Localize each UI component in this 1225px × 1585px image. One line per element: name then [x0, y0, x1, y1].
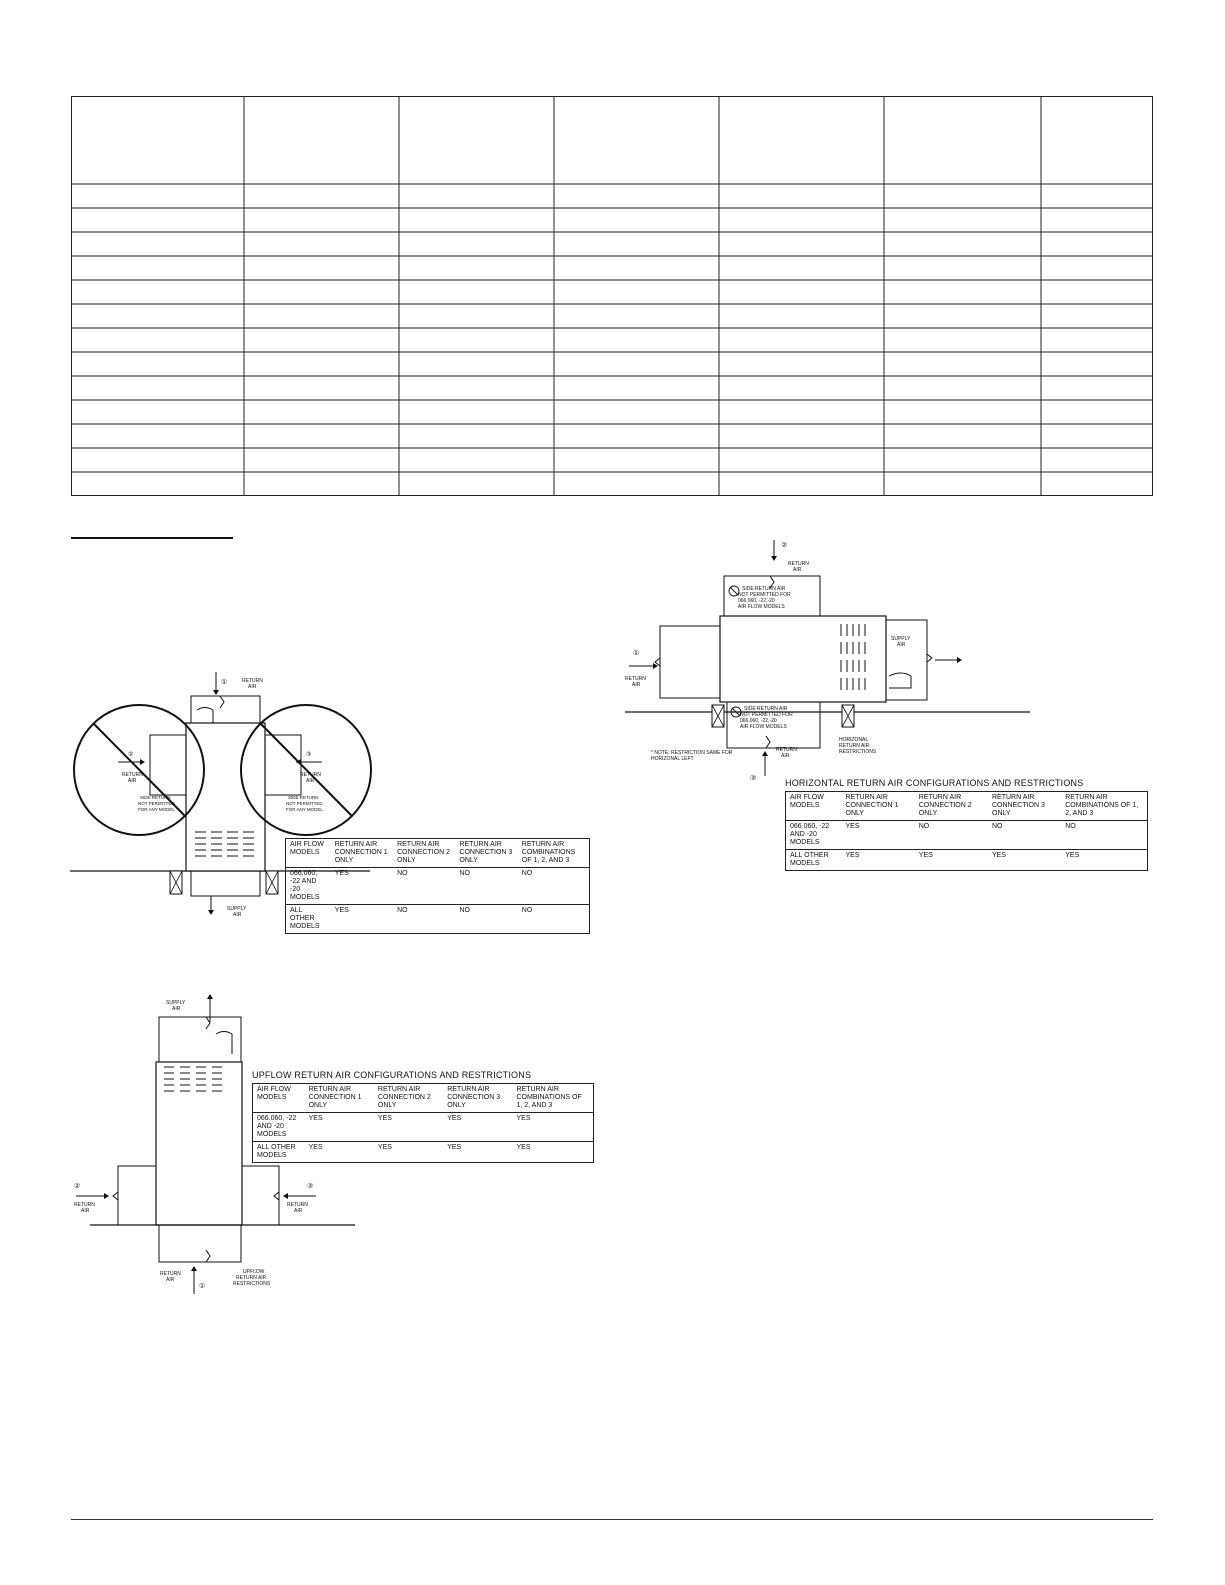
- table-header-row: [286, 839, 589, 868]
- svg-text:066.060, -22,-20: 066.060, -22,-20: [738, 598, 775, 604]
- conn1-marker: ①: [221, 679, 228, 686]
- table-header-cell: RETURN AIR CONNECTION 3 ONLY: [459, 841, 513, 864]
- svg-text:UPFLOW: UPFLOW: [243, 1269, 265, 1275]
- svg-text:AIR: AIR: [166, 1277, 175, 1283]
- table-cell: 066.060, -22 AND -20 MODELS: [253, 1113, 305, 1142]
- table-header-row: [253, 1084, 593, 1113]
- horizontal-diagram: [625, 538, 1045, 788]
- svg-text:AIR: AIR: [781, 753, 790, 759]
- table-cell: YES: [513, 1142, 594, 1163]
- svg-text:RETURN: RETURN: [776, 747, 797, 753]
- table-cell: YES: [331, 905, 393, 934]
- table-cell: ALL OTHER MODELS: [286, 905, 331, 934]
- svg-text:NOT PERMITTED FOR: NOT PERMITTED FOR: [740, 712, 793, 718]
- table-header-cell: AIR FLOW MODELS: [257, 1086, 291, 1101]
- svg-text:SIDE RETURN: SIDE RETURN: [140, 795, 171, 800]
- svg-text:NOT PERMITTED: NOT PERMITTED: [138, 801, 175, 806]
- table-cell: YES: [443, 1142, 512, 1163]
- svg-text:FOR ANY MODEL: FOR ANY MODEL: [286, 807, 323, 812]
- table-cell: NO: [455, 905, 517, 934]
- svg-text:②: ②: [128, 752, 134, 758]
- svg-text:AIR: AIR: [81, 1208, 90, 1214]
- table-cell: YES: [374, 1142, 443, 1163]
- svg-text:RETURN: RETURN: [625, 676, 646, 682]
- table-row: [286, 905, 589, 934]
- svg-text:AIR: AIR: [233, 912, 242, 918]
- table-cell: NO: [1061, 821, 1147, 850]
- svg-text:①: ①: [633, 650, 640, 657]
- table-header-cell: RETURN AIR CONNECTION 1 ONLY: [334, 841, 388, 864]
- table-row: [253, 1142, 593, 1163]
- svg-text:RETURN: RETURN: [788, 561, 809, 567]
- svg-text:066.060, -22,-20: 066.060, -22,-20: [740, 718, 777, 724]
- svg-text:AIR FLOW MODELS: AIR FLOW MODELS: [740, 724, 787, 730]
- table-cell: YES: [842, 850, 915, 871]
- svg-text:SUPPLY: SUPPLY: [891, 636, 911, 642]
- horizontal-table-title: HORIZONTAL RETURN AIR CONFIGURATIONS AND RESTRICTIONS: [785, 778, 1084, 788]
- table-cell: YES: [988, 850, 1061, 871]
- table-row: [286, 868, 589, 905]
- svg-text:FOR ANY MODEL: FOR ANY MODEL: [138, 807, 175, 812]
- svg-text:RETURN: RETURN: [74, 1202, 95, 1208]
- svg-text:SIDE RETURN: SIDE RETURN: [288, 795, 319, 800]
- svg-text:AIR: AIR: [128, 778, 137, 784]
- footer-rule: [71, 1519, 1153, 1520]
- table-row: [786, 850, 1147, 871]
- svg-text:RETURN: RETURN: [160, 1271, 181, 1277]
- svg-text:AIR: AIR: [294, 1208, 303, 1214]
- svg-text:AIR: AIR: [632, 682, 641, 688]
- svg-text:③: ③: [306, 752, 312, 758]
- table-cell: YES: [513, 1113, 594, 1142]
- upflow-restrictions-table: [253, 1084, 593, 1162]
- table-cell: 066.060, -22 AND -20 MODELS: [286, 868, 331, 905]
- svg-text:③: ③: [750, 775, 757, 782]
- table-header-cell: RETURN AIR CONNECTION 1 ONLY: [845, 794, 899, 817]
- svg-text:②: ②: [781, 542, 788, 549]
- table-cell: NO: [393, 905, 455, 934]
- svg-text:①: ①: [199, 1283, 206, 1290]
- svg-text:RETURN: RETURN: [242, 678, 263, 684]
- section-heading-rule: [71, 537, 233, 539]
- spec-table-grid: [71, 96, 1153, 496]
- table-cell: NO: [915, 821, 988, 850]
- svg-text:NOT PERMITTED: NOT PERMITTED: [286, 801, 323, 806]
- table-header-cell: AIR FLOW MODELS: [290, 841, 324, 856]
- svg-text:NOT PERMITTED FOR: NOT PERMITTED FOR: [738, 592, 791, 598]
- svg-text:AIR FLOW MODELS: AIR FLOW MODELS: [738, 604, 785, 610]
- table-header-cell: RETURN AIR CONNECTION 1 ONLY: [308, 1086, 362, 1109]
- svg-text:RETURN AIR: RETURN AIR: [236, 1275, 267, 1281]
- svg-text:SUPPLY: SUPPLY: [227, 906, 247, 912]
- table-header-cell: RETURN AIR CONNECTION 3 ONLY: [447, 1086, 501, 1109]
- downflow-restrictions-table: [286, 839, 589, 933]
- svg-text:②: ②: [74, 1183, 81, 1190]
- table-cell: YES: [915, 850, 988, 871]
- table-header-cell: RETURN AIR CONNECTION 3 ONLY: [992, 794, 1045, 817]
- table-header-cell: RETURN AIR COMBINATIONS OF 1, 2, AND 3: [1065, 794, 1139, 817]
- table-cell: NO: [518, 868, 589, 905]
- table-header-cell: AIR FLOW MODELS: [790, 794, 824, 809]
- svg-text:AIR: AIR: [306, 778, 315, 784]
- svg-text:SIDE RETURN AIR: SIDE RETURN AIR: [742, 586, 786, 592]
- table-cell: ALL OTHER MODELS: [253, 1142, 305, 1163]
- table-cell: YES: [842, 821, 915, 850]
- svg-text:RESTRICTIONS: RESTRICTIONS: [233, 1281, 271, 1287]
- svg-text:AIR: AIR: [248, 684, 257, 690]
- svg-text:HORIZONAL LEFT: HORIZONAL LEFT: [651, 756, 694, 762]
- table-cell: YES: [305, 1113, 374, 1142]
- svg-text:RETURN: RETURN: [300, 772, 321, 778]
- table-cell: YES: [443, 1113, 512, 1142]
- table-cell: NO: [393, 868, 455, 905]
- upflow-table-title: UPFLOW RETURN AIR CONFIGURATIONS AND RESTRICTIONS: [252, 1070, 532, 1080]
- table-cell: YES: [1061, 850, 1147, 871]
- svg-text:AIR: AIR: [172, 1006, 181, 1012]
- svg-text:RETURN: RETURN: [122, 772, 143, 778]
- table-header-cell: RETURN AIR COMBINATIONS OF 1, 2, AND 3: [521, 841, 576, 864]
- table-cell: NO: [988, 821, 1061, 850]
- svg-text:③: ③: [307, 1183, 314, 1190]
- table-cell: YES: [305, 1142, 374, 1163]
- svg-text:AIR: AIR: [897, 642, 906, 648]
- svg-text:* NOTE; RESTRICTION SAME FOR: * NOTE; RESTRICTION SAME FOR: [651, 750, 733, 756]
- table-cell: NO: [455, 868, 517, 905]
- svg-text:SIDE RETURN AIR: SIDE RETURN AIR: [744, 706, 788, 712]
- table-header-cell: RETURN AIR COMBINATIONS OF 1, 2, AND 3: [516, 1086, 582, 1109]
- svg-text:SUPPLY: SUPPLY: [166, 1000, 186, 1006]
- svg-text:RETURN: RETURN: [287, 1202, 308, 1208]
- table-header-cell: RETURN AIR CONNECTION 2 ONLY: [397, 841, 450, 864]
- table-cell: ALL OTHER MODELS: [786, 850, 842, 871]
- table-cell: YES: [374, 1113, 443, 1142]
- svg-text:HORIZONAL: HORIZONAL: [839, 737, 869, 743]
- horizontal-restrictions-table: [786, 792, 1147, 870]
- table-cell: NO: [518, 905, 589, 934]
- table-header-cell: RETURN AIR CONNECTION 2 ONLY: [918, 794, 972, 817]
- svg-text:RESTRICTIONS: RESTRICTIONS: [839, 749, 877, 755]
- table-cell: YES: [331, 868, 393, 905]
- svg-text:AIR: AIR: [793, 567, 802, 573]
- table-row: [253, 1113, 593, 1142]
- svg-text:RETURN AIR: RETURN AIR: [839, 743, 870, 749]
- table-header-cell: RETURN AIR CONNECTION 2 ONLY: [377, 1086, 431, 1109]
- table-header-row: [786, 792, 1147, 821]
- table-row: [786, 821, 1147, 850]
- table-cell: 066.060, -22 AND -20 MODELS: [786, 821, 842, 850]
